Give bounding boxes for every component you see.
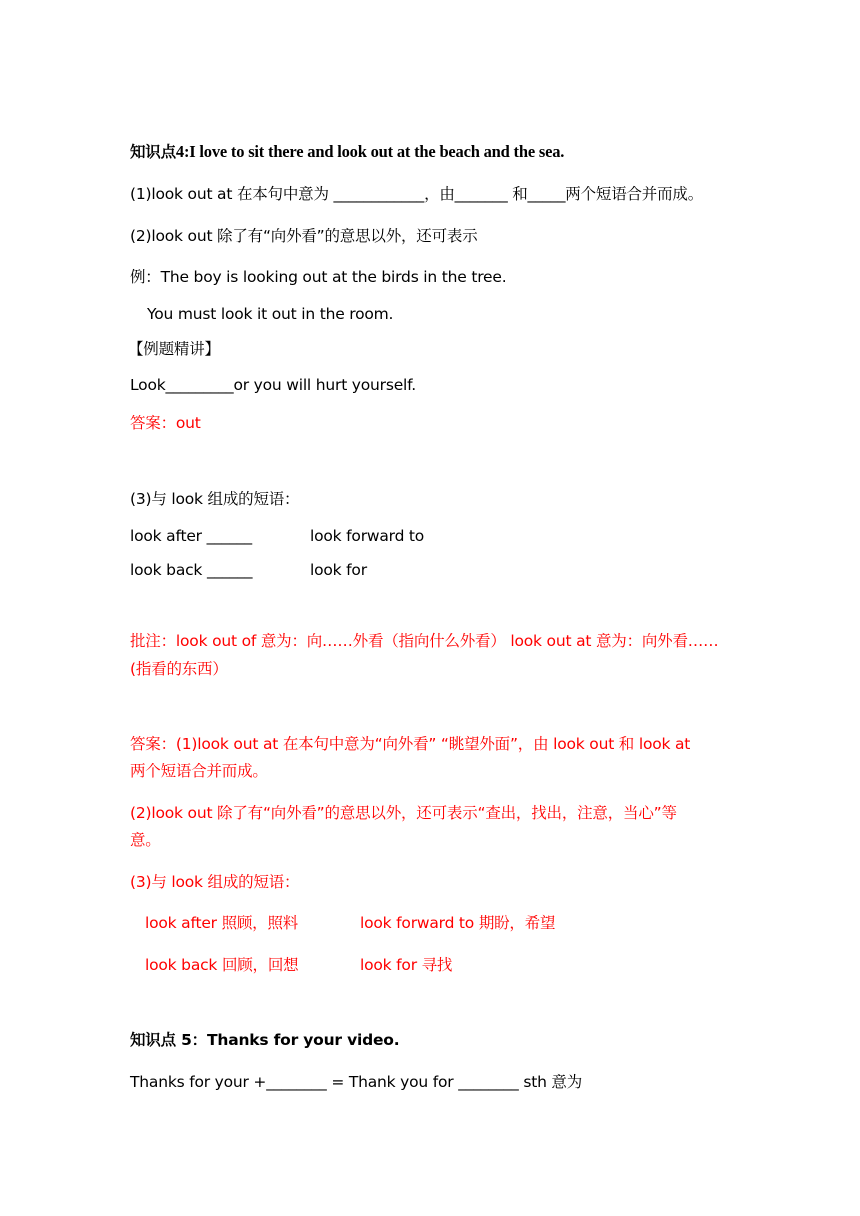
phrase-right-2: look for [310,561,367,579]
knowledge-point-label: 知识点 [130,143,176,161]
answer-1-line-1: 答案：(1)look out at 在本句中意为“向外看” “眺望外面”，由 look out 和 look at [130,735,691,753]
answer-phrase-right-2: look for 寻找 [360,956,453,974]
answer-phrase-left-2: look back 回顾，回想 [145,956,299,974]
answer-2-line-1: (2)look out 除了有“向外看”的意思以外，还可表示“查出，找出，注意，当心”等 [130,804,677,822]
question-2: (2)look out 除了有“向外看”的意思以外，还可表示 [130,227,478,245]
phrase-right-1: look forward to [310,527,425,545]
phrase-left-2: look back ______ [130,561,253,579]
answer-2-line-2: 意。 [130,831,161,849]
note-line-2: (指看的东西） [130,660,228,678]
knowledge-point-4-heading [130,142,564,162]
exercise-answer: 答案：out [130,414,201,432]
knowledge-point-5-line: Thanks for your +________ = Thank you for ________ sth 意为 [130,1073,583,1091]
exercise-sentence: Look_________or you will hurt yourself. [130,376,417,394]
answer-phrase-right-1: look forward to 期盼，希望 [360,914,556,932]
knowledge-point-5-heading: 知识点 5：Thanks for your video. [130,1031,400,1049]
example-sentence-2: You must look it out in the room. [147,305,394,323]
knowledge-point-4-sentence: 4:I love to sit there and look out at the beach and the sea. [175,142,565,161]
answer-1-line-2: 两个短语合并而成。 [130,762,268,780]
phrase-left-1: look after ______ [130,527,252,545]
question-1: (1)look out at 在本句中意为 ____________，由_______ 和_____两个短语合并而成。 [130,185,704,203]
answer-3: (3)与 look 组成的短语： [130,873,300,891]
question-3: (3)与 look 组成的短语： [130,490,300,508]
note-line-1: 批注：look out of 意为：向……外看（指向什么外看） look out at 意为：向外看…… [130,632,719,650]
answer-phrase-left-1: look after 照顾，照料 [145,914,299,932]
example-sentence-1: 例：The boy is looking out at the birds in the tree. [130,268,507,286]
example-heading: 【例题精讲】 [128,340,220,358]
